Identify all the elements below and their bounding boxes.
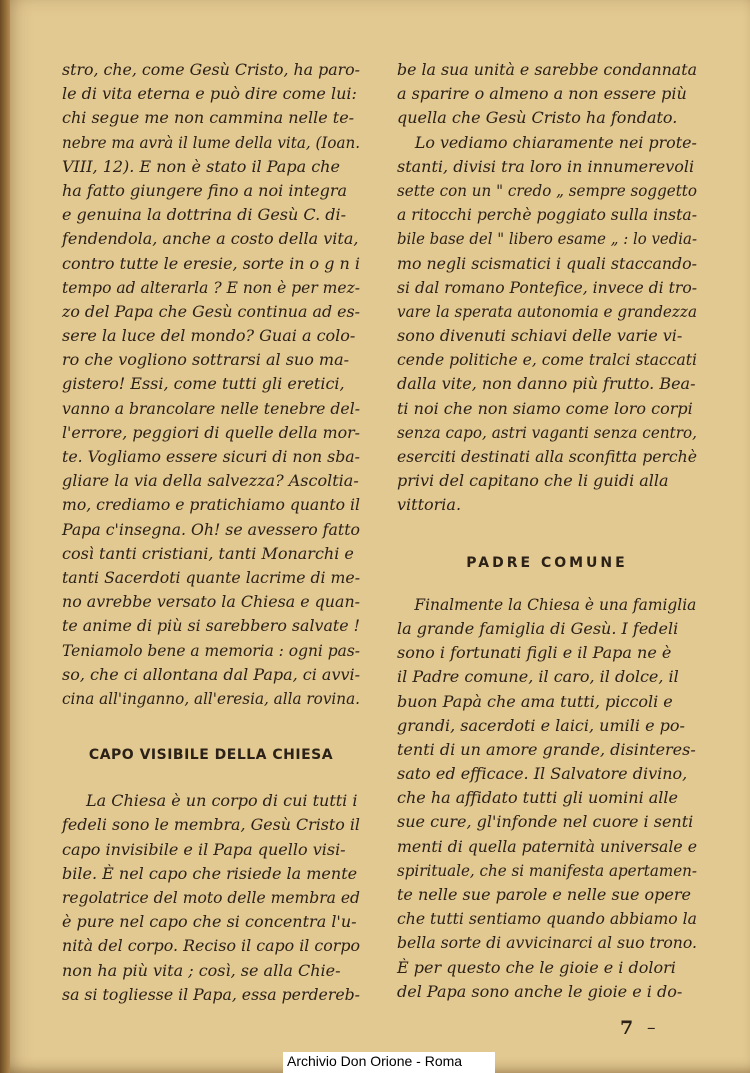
text-line: sette con un " credo „ sempre soggetto <box>397 180 697 200</box>
text-line: no avrebbe versato la Chiesa e quan- <box>62 592 360 612</box>
section-heading-padre-comune: PADRE COMUNE <box>466 554 628 571</box>
text-line: bella sorte di avvicinarci al suo trono. <box>397 933 697 953</box>
text-line: a ritocchi perchè poggiato sulla insta- <box>397 205 697 225</box>
text-line: e genuina la dottrina di Gesù C. di- <box>62 205 346 225</box>
text-line: sue cure, gl'infonde nel cuore i senti <box>397 812 694 832</box>
text-line: cina all'inganno, all'eresia, alla rovina. <box>62 688 360 708</box>
text-line: contro tutte le eresie, sorte in o g n i <box>62 253 360 273</box>
text-line: fendendola, anche a costo della vita, <box>62 229 359 249</box>
text-line: so, che ci allontana dal Papa, ci avvi- <box>62 664 360 684</box>
text-line: l'errore, peggiori di quelle della mor- <box>62 422 360 442</box>
text-line: te anime di più si sarebbero salvate ! <box>62 616 360 636</box>
text-line: Papa c'insegna. Oh! se avessero fatto <box>62 519 360 539</box>
text-line: È per questo che le gioie e i dolori <box>397 957 676 977</box>
text-line: nità del corpo. Reciso il capo il corpo <box>62 936 360 956</box>
text-line: vare la sperata autonomia e grandezza <box>397 301 697 321</box>
text-line: VIII, 12). E non è stato il Papa che <box>62 156 340 176</box>
text-line: non ha più vita ; così, se alla Chie- <box>62 960 341 980</box>
text-line: Teniamolo bene a memoria : ogni pas- <box>62 640 360 660</box>
right-paragraph-1 <box>397 58 697 518</box>
text-line: quella che Gesù Cristo ha fondato. <box>397 108 678 128</box>
text-line: mo negli scismatici i quali staccando- <box>397 253 697 273</box>
text-line: be la sua unità e sarebbe condannata <box>397 60 697 79</box>
right-paragraph-2 <box>397 593 697 1004</box>
text-line: la grande famiglia di Gesù. I fedeli <box>397 618 679 638</box>
text-line: mo, crediamo e pratichiamo quanto il <box>62 495 360 515</box>
text-line: sono divenuti schiavi delle varie vi- <box>397 326 683 346</box>
text-line: è pure nel capo che si concentra l'u- <box>62 912 357 932</box>
text-line: sono i fortunati figli e il Papa ne è <box>397 643 672 663</box>
text-line: fedeli sono le membra, Gesù Cristo il <box>62 815 360 835</box>
text-line: eserciti destinati alla sconfitta perchè <box>397 447 697 466</box>
text-line: gistero! Essi, come tutti gli eretici, <box>62 374 345 394</box>
text-line: si dal romano Pontefice, invece di tro- <box>397 277 697 297</box>
text-line: del Papa sono anche le gioie e i do- <box>397 981 683 1001</box>
page-number-dash: – <box>647 1018 656 1038</box>
left-column <box>62 58 360 1007</box>
text-line: ro che vogliono sottrarsi al suo ma- <box>62 350 350 370</box>
right-column <box>397 58 697 1004</box>
text-line: capo invisibile e il Papa quello visi- <box>62 839 346 859</box>
text-line: tanti Sacerdoti quante lacrime di me- <box>62 567 360 587</box>
text-line: bile base del " libero esame „ : lo vedia- <box>397 229 697 249</box>
page-number: 7 <box>620 1017 634 1039</box>
text-line: a sparire o almeno a non essere più <box>397 84 687 104</box>
text-line: spirituale, che si manifesta apertamen- <box>397 860 697 880</box>
text-line: ti noi che non siamo come loro corpi <box>397 398 693 418</box>
text-line: sa si togliesse il Papa, essa perdereb- <box>62 984 360 1004</box>
text-line: che ha affidato tutti gli uomini alle <box>397 788 679 808</box>
text-line: sato ed efficace. Il Salvatore divino, <box>397 764 688 784</box>
text-line: Lo vediamo chiaramente nei prote- <box>414 132 697 152</box>
text-line: vittoria. <box>397 495 462 515</box>
text-line: privi del capitano che li guidi alla <box>397 471 669 491</box>
left-paragraph-2 <box>62 789 360 1007</box>
text-line: menti di quella paternità universale e <box>397 836 697 856</box>
text-line: La Chiesa è un corpo di cui tutti i <box>86 791 358 811</box>
text-line: le di vita eterna e può dire come lui: <box>62 84 357 104</box>
text-line: così tanti cristiani, tanti Monarchi e <box>62 543 354 563</box>
text-line: tempo ad alterarla ? E non è per mez- <box>62 277 360 297</box>
text-line: buon Papà che ama tutti, piccoli e <box>397 691 673 711</box>
text-line: stro, che, come Gesù Cristo, ha paro- <box>62 60 360 79</box>
text-line: zo del Papa che Gesù continua ad es- <box>62 301 360 321</box>
text-line: dalla vite, non danno più frutto. Bea- <box>397 374 696 394</box>
text-line: sere la luce del mondo? Guai a colo- <box>62 326 356 346</box>
text-line: Finalmente la Chiesa è una famiglia <box>414 594 697 614</box>
text-line: vanno a brancolare nelle tenebre del- <box>62 398 360 418</box>
text-line: te. Vogliamo essere sicuri di non sba- <box>62 447 360 466</box>
text-line: grandi, sacerdoti e laici, umili e po- <box>397 715 685 735</box>
section-heading-capo-visibile: CAPO VISIBILE DELLA CHIESA <box>88 747 334 764</box>
text-line: nebre ma avrà il lume della vita, (Ioan. <box>62 132 360 152</box>
text-line: chi segue me non cammina nelle te- <box>62 108 355 128</box>
text-line: tenti di un amore grande, disinteres- <box>397 739 696 759</box>
text-line: il Padre comune, il caro, il dolce, il <box>397 667 679 687</box>
text-line: senza capo, astri vaganti senza centro, <box>397 422 697 442</box>
text-line: stanti, divisi tra loro in innumerevoli <box>397 156 695 176</box>
text-line: te nelle sue parole e nelle sue opere <box>397 885 691 905</box>
text-line: ha fatto giungere fino a noi integra <box>62 180 348 200</box>
text-line: gliare la via della salvezza? Ascoltia- <box>62 471 359 491</box>
text-line: cende politiche e, come tralci staccati <box>397 350 697 370</box>
text-line: regolatrice del moto delle membra ed <box>62 888 360 908</box>
text-line: che tutti sentiamo quando abbiamo la <box>397 909 697 929</box>
text-line: bile. È nel capo che risiede la mente <box>62 863 358 883</box>
book-binding <box>0 0 10 1073</box>
archive-footer-label: Archivio Don Orione - Roma <box>287 1053 463 1069</box>
left-paragraph-1 <box>62 58 360 711</box>
